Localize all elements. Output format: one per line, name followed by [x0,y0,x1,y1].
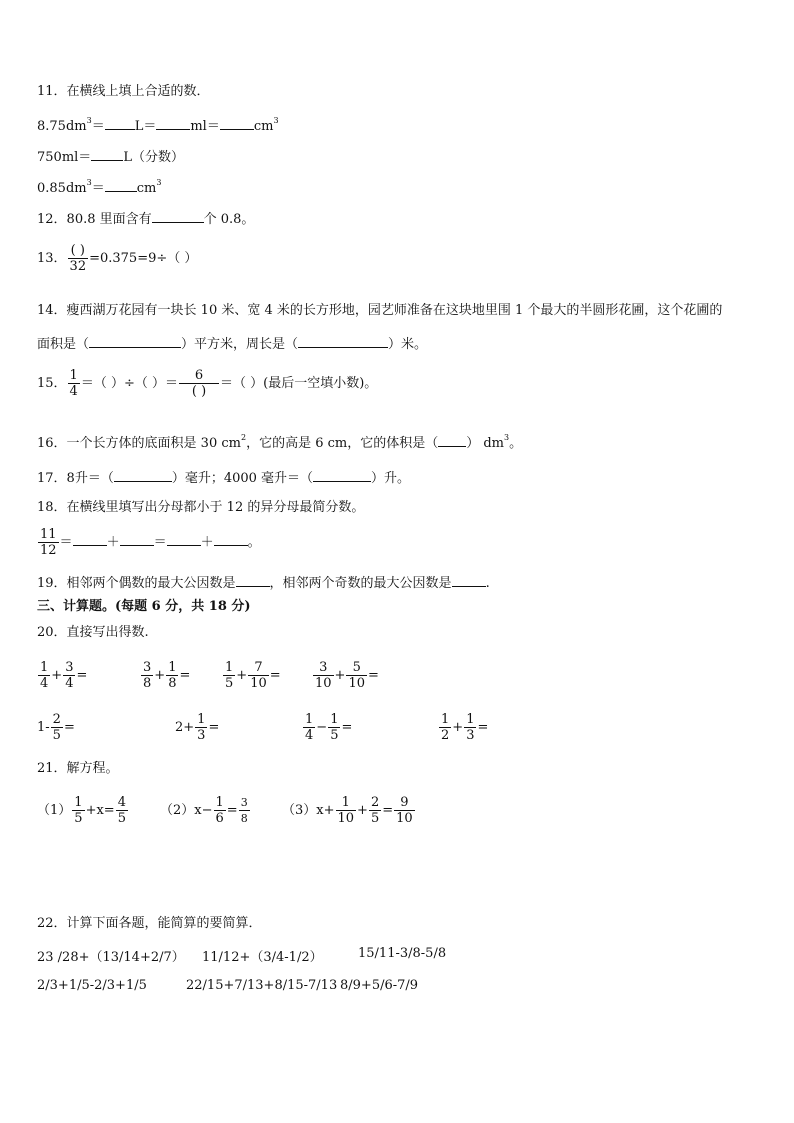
q15: 15． $\frac{1}{4}$ ＝（ ）÷（ ）＝ $\frac{6}{( )}$ ＝（ ）(最后一空填小数)。 [37,368,378,399]
blank[interactable] [214,531,248,546]
blank[interactable] [313,467,371,482]
blank[interactable] [91,146,123,161]
q22-item: 23 /28+（13/14+2/7） [37,950,185,965]
q20-item: 2+ $\frac{1}{3}$ = [175,712,220,743]
blank[interactable] [220,115,254,130]
q22-item: 15/11-3/8-5/8 [358,946,447,961]
blank[interactable] [156,115,190,130]
blank[interactable] [114,467,172,482]
q17: 17．8升＝（ ）毫升；4000 毫升＝（ ）升。 [37,467,410,488]
q22-title: 22．计算下面各题，能简算的要简算． [37,916,262,931]
fraction: $\frac{6}{( )}$ [179,368,219,399]
q20-item: $\frac{3}{10}$ + $\frac{5}{10}$ = [315,660,379,691]
section-title: 三、计算题。(每题 6 分，共 18 分) [37,599,251,614]
q22-item: 2/3+1/5-2/3+1/5 [37,978,147,993]
fraction: $\frac{( )}{32}$ [69,243,87,274]
blank[interactable] [452,572,486,587]
blank[interactable] [298,333,388,348]
q21-eq3: （3）x+ $\frac{1}{10}$ + $\frac{2}{5}$ = $\frac{9}{10}$ [282,795,413,826]
q19: 19．相邻两个偶数的最大公因数是 ，相邻两个奇数的最大公因数是 . [37,572,490,593]
blank[interactable] [105,115,135,130]
blank[interactable] [73,531,107,546]
q20-item: $\frac{3}{8}$ + $\frac{1}{8}$ = [143,660,191,691]
q13: 13． $\frac{( )}{32}$ =0.375=9÷（ ） [37,243,198,274]
q11-title: 11．在横线上填上合适的数． [37,84,210,99]
q12: 12．80.8 里面含有 个 0.8。 [37,208,254,229]
q11-line2: 750ml＝ L（分数） [37,146,184,167]
q20-item: $\frac{1}{5}$ + $\frac{7}{10}$ = [225,660,281,691]
q18-equation: $\frac{11}{12}$ ＝ ＋ ＝ ＋ 。 [40,527,261,558]
q20-title: 20．直接写出得数. [37,625,149,640]
q22-item: 8/9+5/6-7/9 [340,978,419,993]
blank[interactable] [105,177,137,192]
q22-item: 22/15+7/13+8/15-7/13 [186,978,338,993]
fraction: $\frac{11}{12}$ [40,527,57,558]
q11-line1: $8.75dm^3= L= ml= cm^3$ [37,116,279,134]
q16: 16．一个长方体的底面积是 30 $cm^2$，它的高是 6 cm，它的体积是（ ） $dm^3$。 [37,433,523,451]
q11-line3: $0.85dm^3= cm^3$ [37,178,162,196]
blank[interactable] [167,531,201,546]
q20-item: $\frac{1}{4}$ + $\frac{3}{4}$ = [40,660,88,691]
q18-title: 18．在横线里填写出分母都小于 12 的异分母最简分数。 [37,500,365,515]
q20-item: $\frac{1}{2}$ + $\frac{1}{3}$ = [441,712,489,743]
q20-item: $\frac{1}{4}$ − $\frac{1}{5}$ = [305,712,353,743]
q14-line2: 面积是（ ）平方米，周长是（ ）米。 [37,333,427,354]
q22-item: 11/12+（3/4-1/2） [202,950,323,965]
q21-eq1: （1） $\frac{1}{5}$ +x= $\frac{4}{5}$ [37,795,126,826]
blank[interactable] [120,531,154,546]
q14-line1: 14．瘦西湖万花园有一块长 10 米、宽 4 米的长方形地，园艺师准备在这块地里围 1 个最大的半圆形花圃，这个花圃的 [37,303,723,318]
q20-item: 1- $\frac{2}{5}$ = [37,712,75,743]
blank[interactable] [236,572,270,587]
q21-eq2: （2）x− $\frac{1}{6}$ = $\frac{3}{8}$ [160,795,248,826]
blank[interactable] [438,432,466,447]
fraction: $\frac{1}{4}$ [69,368,78,399]
blank[interactable] [89,333,181,348]
q21-title: 21．解方程。 [37,761,119,776]
blank[interactable] [152,208,204,223]
